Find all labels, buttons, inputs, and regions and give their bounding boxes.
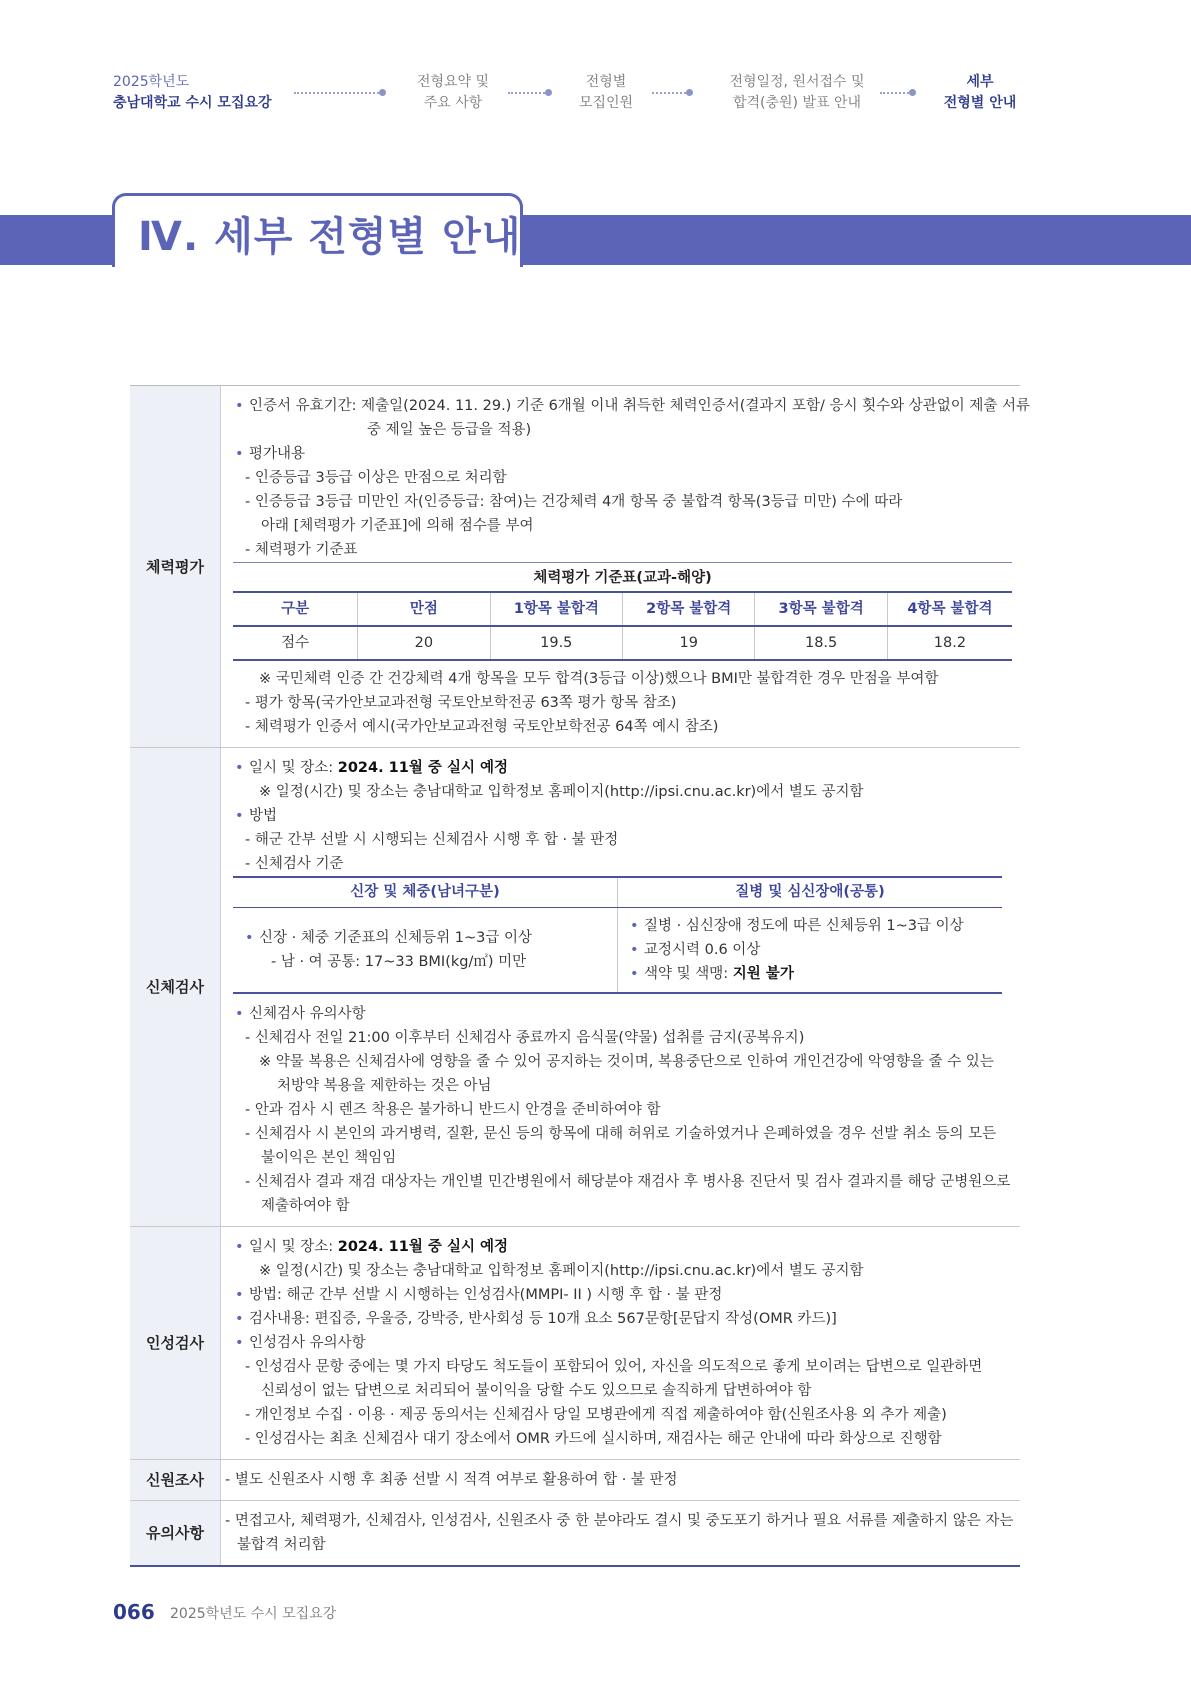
fitness-item: - 체력평가 인증서 예시(국가안보교과전형 국토안보학전공 64쪽 예시 참조) [245, 719, 719, 735]
criteria-header-cell: 질병 및 심신장애(공통) [618, 877, 1003, 907]
personality-item: - 개인정보 수집 · 이용 · 제공 동의서는 신체검사 당일 모병관에게 직접 제출하여야 함(신원조사용 외 추가 제출) [245, 1406, 947, 1423]
footer-text: 2025학년도 수시 모집요강 [170, 1606, 337, 1622]
criteria-cell-body: • 신장 · 체중 기준표의 신체등위 1~3급 이상 - 남 · 여 공통: 17~33 BMI(kg/㎡) 미만 [233, 907, 618, 993]
physical-item: - 신체검사 시 본인의 과거병력, 질환, 문신 등의 항목에 대해 허위로 기술하였거나 은폐하였을 경우 선발 취소 등의 모든 [245, 1125, 997, 1142]
score-header-cell: 구분 [233, 592, 358, 626]
fitness-item: - 인증등급 3등급 미만인 자(인증등급: 참여)는 건강체력 4개 항목 중 불합격 항목(3등급 미만) 수에 따라 [245, 494, 903, 510]
score-cell: 20 [358, 626, 490, 660]
notes-item: - 면접고사, 체력평가, 신체검사, 인성검사, 신원조사 중 한 분야라도 결시 및 중도포기 하거나 필요 서류를 제출하지 않은 자는 [225, 1512, 1014, 1529]
personality-item: - 인성검사는 최초 신체검사 대기 장소에서 OMR 카드에 실시하며, 재검사는 해군 안내에 따라 화상으로 진행함 [245, 1430, 942, 1447]
nav-dot [379, 89, 386, 96]
physical-method-heading: • 방법 [233, 804, 1020, 828]
score-cell: 18.2 [887, 626, 1012, 660]
fitness-eval-heading: • 평가내용 [233, 442, 1030, 466]
personality-method: • 방법: 해군 간부 선발 시 시행하는 인성검사(MMPI- II ) 시행 후 합 · 불 판정 [233, 1283, 1020, 1307]
fitness-label: 체력평가 [130, 386, 221, 747]
document-name: 충남대학교 수시 모집요강 [113, 95, 272, 111]
section-title: Ⅳ. 세부 전형별 안내 [138, 214, 522, 260]
page-number: 066 [113, 1600, 155, 1624]
nav-step-schedule[interactable]: 전형일정, 원서접수 및 합격(충원) 발표 안내 [729, 74, 865, 111]
criteria-header-row [233, 877, 1002, 907]
score-table-row [233, 626, 1012, 660]
notes-content [221, 1501, 1020, 1565]
notes-row [130, 1501, 1020, 1565]
nav-connector [508, 92, 548, 94]
nav-connector [880, 92, 912, 94]
nav-connector [652, 92, 690, 94]
background-content [221, 1460, 1020, 1500]
fitness-note: ※ 국민체력 인증 간 건강체력 4개 항목을 모두 합격(3등급 이상)했으나 BMI만 불합격한 경우 만점을 부여함 [259, 671, 939, 687]
criteria-header-cell: 신장 및 체중(남녀구분) [233, 877, 618, 907]
score-header-cell: 만점 [358, 592, 490, 626]
criteria-row [233, 907, 1002, 993]
physical-content [221, 748, 1020, 1226]
criteria-cell-disease: • 질병 · 심신장애 정도에 따른 신체등위 1~3급 이상 • 교정시력 0.6 이상 • 색약 및 색맹: 지원 불가 [618, 907, 1003, 993]
score-cell: 19.5 [490, 626, 622, 660]
physical-note: ※ 약물 복용은 신체검사에 영향을 줄 수 있어 공지하는 것이며, 복용중단으로 인하여 개인건강에 악영향을 줄 수 있는 [259, 1053, 994, 1070]
personality-date: • 일시 및 장소: 2024. 11월 중 실시 예정 [233, 1235, 1020, 1259]
notes-item-cont: 불합격 처리함 [237, 1536, 326, 1553]
fitness-row [130, 386, 1031, 748]
physical-item-cont: 제출하여야 함 [261, 1197, 350, 1214]
fitness-item: - 체력평가 기준표 [245, 542, 358, 558]
score-table [233, 591, 1012, 661]
nav-dot [545, 89, 552, 96]
personality-content [221, 1227, 1020, 1459]
fitness-item: - 평가 항목(국가안보교과전형 국토안보학전공 63쪽 평가 항목 참조) [245, 695, 677, 711]
physical-item: - 신체검사 전일 21:00 이후부터 신체검사 종료까지 음식물(약물) 섭취를 금지(공복유지) [245, 1029, 805, 1046]
personality-item: - 인성검사 문항 중에는 몇 가지 타당도 척도들이 포함되어 있어, 자신을 의도적으로 좋게 보이려는 답변으로 일관하면 [245, 1358, 983, 1375]
fitness-item-cont: 아래 [체력평가 기준표]에 의해 점수를 부여 [261, 518, 534, 534]
personality-item-cont: 신뢰성이 없는 답변으로 처리되어 불이익을 당할 수도 있으므로 솔직하게 답변하여야 함 [261, 1382, 812, 1399]
physical-item: - 신체검사 기준 [245, 856, 344, 872]
score-header-cell: 3항목 불합격 [755, 592, 887, 626]
notes-label: 유의사항 [130, 1501, 221, 1565]
physical-note-cont: 처방약 복용을 제한하는 것은 아님 [277, 1077, 492, 1094]
personality-caution-heading: • 인성검사 유의사항 [233, 1331, 1020, 1355]
nav-step-quota[interactable]: 전형별 모집인원 [578, 74, 634, 111]
fitness-score-table [233, 562, 1012, 661]
personality-label: 인성검사 [130, 1227, 221, 1459]
physical-criteria-table-wrap [233, 876, 1002, 994]
score-cell: 18.5 [755, 626, 887, 660]
top-navigation [0, 70, 1191, 120]
score-cell: 19 [622, 626, 754, 660]
fitness-validity: • 인증서 유효기간: 제출일(2024. 11. 29.) 기준 6개월 이내 취득한 체력인증서(결과지 포함/ 응시 횟수와 상관없이 제출 서류 [233, 394, 1030, 418]
score-cell: 점수 [233, 626, 358, 660]
score-header-cell: 1항목 불합격 [490, 592, 622, 626]
physical-caution-heading: • 신체검사 유의사항 [233, 1002, 1020, 1026]
physical-label: 신체검사 [130, 748, 221, 1226]
background-item: - 별도 신원조사 시행 후 최종 선발 시 적격 여부로 활용하여 합 · 불 판정 [225, 1471, 678, 1488]
score-header-cell: 2항목 불합격 [622, 592, 754, 626]
physical-item-cont: 불이익은 본인 책임임 [261, 1149, 397, 1166]
nav-connector [294, 92, 382, 94]
physical-item: - 신체검사 결과 재검 대상자는 개인별 민간병원에서 해당분야 재검사 후 병사용 진단서 및 검사 결과지를 해당 군병원으로 [245, 1173, 1011, 1190]
physical-row [130, 748, 1020, 1227]
physical-date: • 일시 및 장소: 2024. 11월 중 실시 예정 [233, 756, 1020, 780]
physical-criteria-table [233, 876, 1002, 994]
background-row [130, 1460, 1020, 1501]
physical-item: - 안과 검사 시 렌즈 착용은 불가하니 반드시 안경을 준비하여야 함 [245, 1101, 661, 1118]
score-table-header-row [233, 592, 1012, 626]
background-label: 신원조사 [130, 1460, 221, 1500]
nav-step-detail[interactable]: 세부 전형별 안내 [943, 74, 1017, 111]
personality-row [130, 1227, 1020, 1460]
fitness-validity-cont: 중 제일 높은 등급을 적용) [367, 422, 532, 438]
document-title [113, 72, 272, 114]
fitness-item: - 인증등급 3등급 이상은 만점으로 처리함 [245, 470, 507, 486]
nav-dot [686, 89, 693, 96]
score-header-cell: 4항목 불합격 [887, 592, 1012, 626]
score-table-title: 체력평가 기준표(교과-해양) [233, 562, 1012, 591]
admission-detail-table [130, 385, 1031, 1567]
physical-item: - 해군 간부 선발 시 시행되는 신체검사 시행 후 합 · 불 판정 [245, 832, 619, 848]
nav-step-summary[interactable]: 전형요약 및 주요 사항 [416, 74, 490, 111]
personality-content-item: • 검사내용: 편집증, 우울증, 강박증, 반사회성 등 10개 요소 567문항[문답지 작성(OMR 카드)] [233, 1307, 1020, 1331]
document-year: 2025학년도 [113, 74, 190, 90]
nav-dot [909, 89, 916, 96]
personality-note: ※ 일정(시간) 및 장소는 충남대학교 입학정보 홈페이지(http://ipsi.cnu.ac.kr)에서 별도 공지함 [259, 1262, 864, 1279]
fitness-content [221, 386, 1030, 747]
physical-note: ※ 일정(시간) 및 장소는 충남대학교 입학정보 홈페이지(http://ipsi.cnu.ac.kr)에서 별도 공지함 [259, 784, 864, 800]
